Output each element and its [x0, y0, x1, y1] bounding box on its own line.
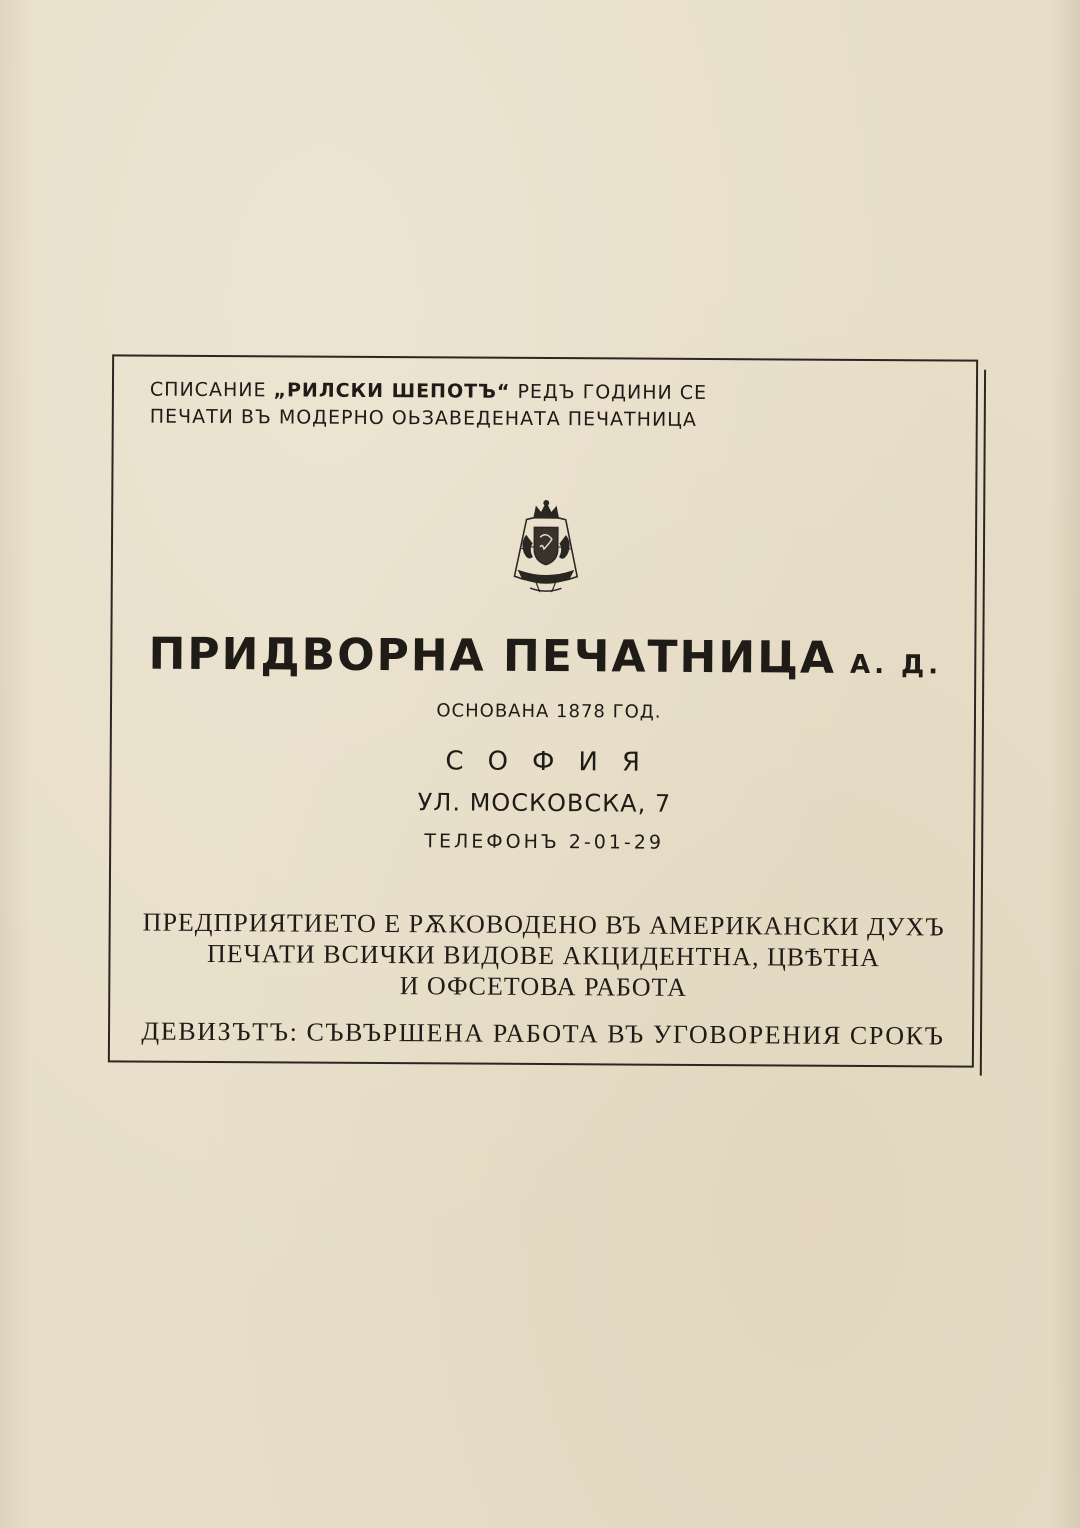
intro-line-2: ПЕЧАТИ ВЪ МОДЕРНО ОЬЗАВЕДЕНАТА ПЕЧАТНИЦА: [149, 405, 698, 431]
company-name: [112, 628, 978, 684]
intro-text: [150, 377, 750, 435]
street-address: УЛ. МОСКОВСКА, 7: [417, 788, 672, 818]
description: [110, 906, 977, 1004]
company-suffix: А. Д.: [849, 649, 943, 681]
magazine-title: „РИЛСКИ ШЕПОТЪ“: [273, 379, 511, 403]
founded-year: ОСНОВАНА 1878 ГОД.: [436, 700, 662, 723]
intro-line-1-rest: РЕДЪ ГОДИНИ СЕ: [517, 380, 708, 404]
company-name-text: ПРИДВОРНА ПЕЧАТНИЦА: [148, 628, 837, 684]
intro-line-1: [150, 377, 750, 408]
description-line: ПЕЧАТИ ВСИЧКИ ВИДОВЕ АКЦИДЕНТНА, ЦВѢТНА: [206, 938, 881, 973]
city-name: СОФИЯ: [445, 746, 665, 778]
intro-prefix: СПИСАНИЕ: [149, 378, 267, 402]
motto: ДЕВИЗЪТЪ: СЪВЪРШЕНА РАБОТА ВЪ УГОВОРЕНИЯ СРОКЪ: [141, 1016, 945, 1051]
phone-number: ТЕЛЕФОНЪ 2-01-29: [424, 830, 665, 854]
printing-house-advertisement: [108, 354, 978, 1067]
description-line: ПРЕДПРИЯТИЕТО Е РѪКОВОДЕНО ВЪ АМЕРИКАНСКИ ДУХЪ: [142, 907, 945, 942]
description-line: И ОФСЕТОВА РАБОТА: [399, 971, 688, 1002]
coat-of-arms-icon: [497, 499, 596, 600]
